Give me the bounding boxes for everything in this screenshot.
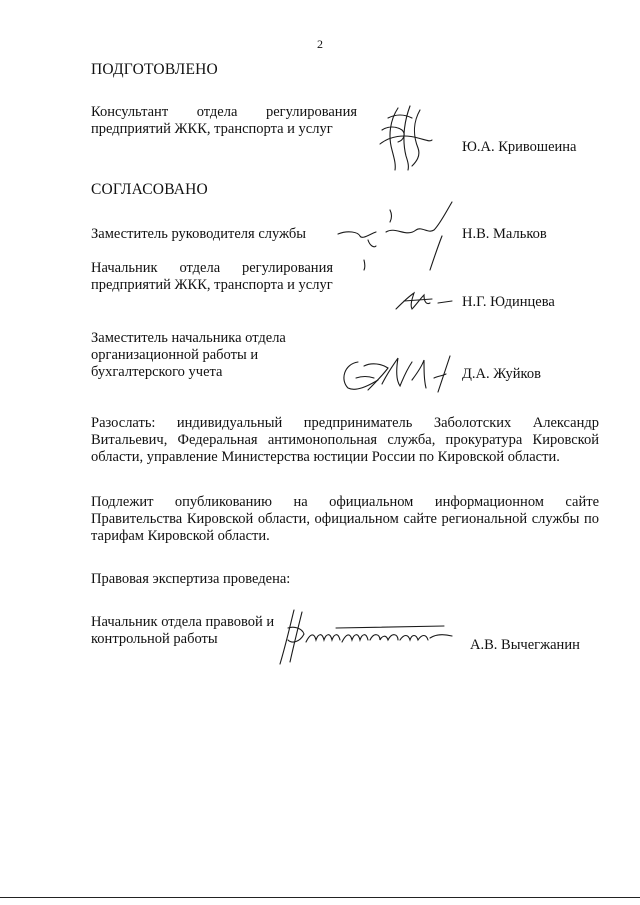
signature-vychegzhanin <box>276 606 466 668</box>
signer-position: Заместитель руководителя службы <box>91 226 307 242</box>
signer-position: Заместитель начальника отдела организационной работы и бухгалтерского учета <box>91 330 286 380</box>
signer-name: Н.Г. Юдинцева <box>462 294 555 310</box>
agreed-heading: СОГЛАСОВАНО <box>91 181 208 198</box>
signature-zhuikov <box>338 350 462 398</box>
page-number: 2 <box>317 37 323 51</box>
publication-paragraph: Подлежит опубликованию на официальном информационном сайте Правительства Кировской области, официальном сайте региональной службы по тарифам Кировской области. <box>91 494 599 544</box>
legal-signer-name: А.В. Вычегжанин <box>470 637 580 653</box>
legal-review-text: Правовая экспертиза проведена: <box>91 571 291 587</box>
prepared-heading: ПОДГОТОВЛЕНО <box>91 61 218 78</box>
legal-signer-position: Начальник отдела правовой и контрольной работы <box>91 614 275 647</box>
signer-name: Д.А. Жуйков <box>462 366 541 382</box>
distribution-paragraph: Разослать: индивидуальный предприниматель Заболотских Александр Витальевич, Федеральная антимонопольная служба, прокуратура Кировской области, управление Министерства юстиции России по Кировской области. <box>91 415 599 465</box>
signer-name: Н.В. Мальков <box>462 226 547 242</box>
signature-malkov <box>330 196 470 276</box>
prepared-name: Ю.А. Кривошеина <box>462 139 577 155</box>
prepared-position: Консультант отдела регулирования предприятий ЖКК, транспорта и услуг <box>91 104 357 137</box>
signature-kryvosheina <box>368 100 440 172</box>
signer-position: Начальник отдела регулирования предприятий ЖКК, транспорта и услуг <box>91 260 333 293</box>
page-bottom-edge <box>0 897 640 898</box>
signature-yudintseva <box>392 285 458 317</box>
